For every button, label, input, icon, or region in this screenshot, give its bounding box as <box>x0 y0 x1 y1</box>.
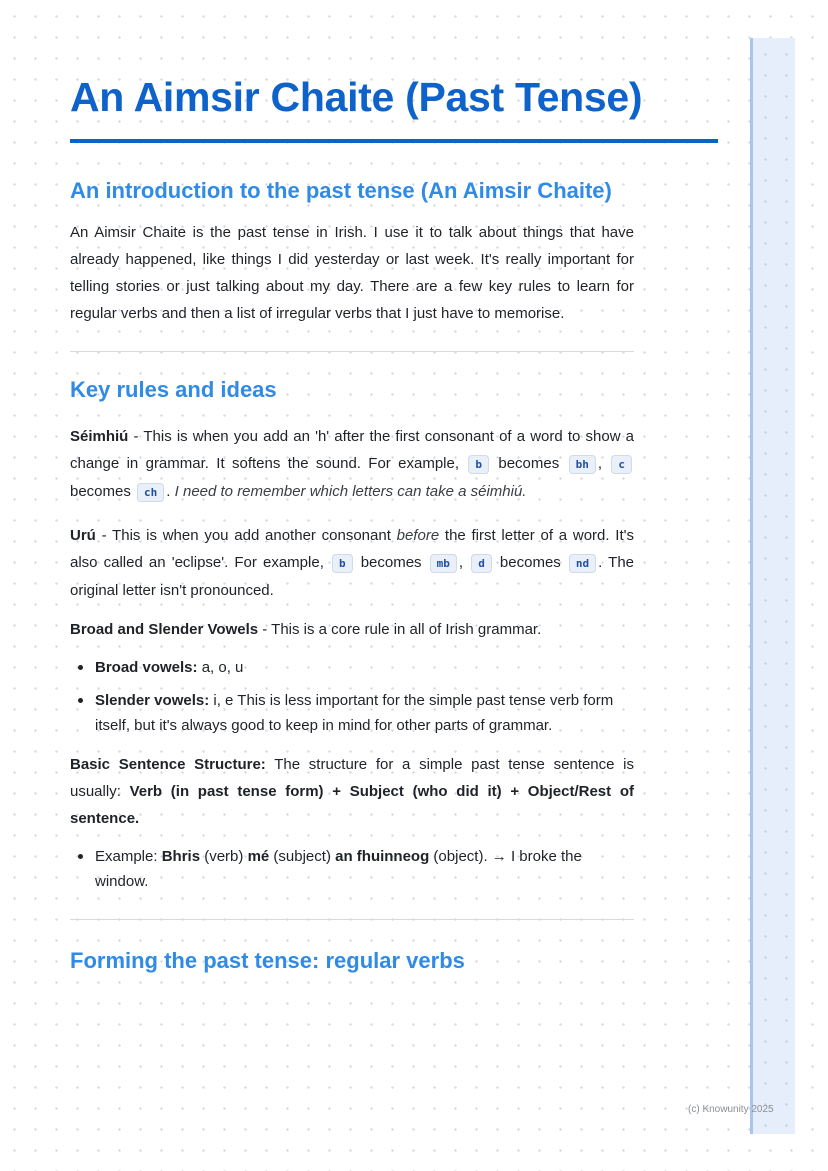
structure-text: The structure for a simple past tense sentence is usually: <box>70 756 635 800</box>
structure-formula: Verb (in past tense form) + Subject (who did it) + Object/Rest of sentence. <box>70 783 634 827</box>
vowels-list <box>70 655 634 738</box>
example-list <box>70 844 634 894</box>
uru-comma: , <box>458 554 470 571</box>
code-mb: mb <box>430 554 457 573</box>
code-d: d <box>471 554 492 573</box>
code-nd: nd <box>569 554 596 573</box>
structure-paragraph <box>70 751 634 832</box>
code-b-uru: b <box>332 554 353 573</box>
intro-heading: An introduction to the past tense (An Aimsir Chaite) <box>70 178 612 203</box>
code-ch: ch <box>137 483 164 502</box>
regular-verbs-heading: Forming the past tense: regular verbs <box>70 948 465 973</box>
list-item-slender <box>70 688 634 738</box>
vowels-term: Broad and Slender Vowels <box>70 621 259 638</box>
title-underline <box>70 139 718 143</box>
example-object-note: (object). → I broke the window. <box>95 848 582 890</box>
broad-label: Broad vowels: <box>95 659 198 676</box>
code-c: c <box>611 455 632 474</box>
code-bh: bh <box>569 455 596 474</box>
example-subject: mé <box>247 848 270 865</box>
list-item-example <box>70 844 634 894</box>
seimhiu-paragraph <box>70 423 634 506</box>
example-verb-note: (verb) <box>200 848 248 865</box>
section-divider-2 <box>70 919 634 920</box>
seimhiu-text: - This is when you add an 'h' after the first consonant of a word to show a change in grammar. It softens the sound. For example, <box>70 428 634 472</box>
section-divider <box>70 351 634 352</box>
example-subject-note: (subject) <box>269 848 336 865</box>
uru-term: Urú <box>70 527 96 544</box>
copyright-footer: (c) Knowunity 2025 <box>688 1104 774 1115</box>
page-title: An Aimsir Chaite (Past Tense) <box>70 74 643 120</box>
intro-paragraph: An Aimsir Chaite is the past tense in Irish. I use it to talk about things that have already happened, like things I did yesterday or last week. It's really important for telling stories or just talking about my day. There are a few key rules to learn for regular verbs and then a list of irregular verbs that I just have to memorise. <box>70 224 634 322</box>
broad-text: a, o, u <box>197 659 244 676</box>
seimhiu-becomes: becomes <box>491 455 567 472</box>
uru-becomes-2: becomes <box>493 554 567 571</box>
vowels-text: - This is a core rule in all of Irish grammar. <box>258 621 542 638</box>
example-verb: Bhris <box>161 848 201 865</box>
uru-text-1: - This is when you add another consonant <box>95 527 397 544</box>
example-object: an fhuinneog <box>335 848 430 865</box>
seimhiu-term: Séimhiú <box>70 428 129 445</box>
uru-text-3: . The original letter isn't pronounced. <box>70 554 635 599</box>
content <box>70 176 634 976</box>
slender-label: Slender vowels: <box>95 692 210 709</box>
vowels-paragraph <box>70 616 634 643</box>
uru-paragraph <box>70 522 634 604</box>
seimhiu-period: . <box>166 483 175 500</box>
seimhiu-comma: , <box>597 455 610 472</box>
example-label: Example: <box>95 848 162 865</box>
uru-before: before <box>396 527 440 544</box>
margin-strip <box>750 38 795 1134</box>
code-b: b <box>468 455 489 474</box>
list-item-broad <box>70 655 634 680</box>
structure-term: Basic Sentence Structure: <box>70 756 266 773</box>
uru-text-2: the first letter of a word. It's also called an 'eclipse'. For example, <box>70 527 634 571</box>
uru-becomes: becomes <box>354 554 428 571</box>
slender-text: i, e This is less important for the simple past tense verb form itself, but it's always good to keep in mind for other parts of grammar. <box>95 692 614 734</box>
key-rules-heading: Key rules and ideas <box>70 377 277 402</box>
seimhiu-note: I need to remember which letters can take a séimhiú. <box>174 483 527 500</box>
seimhiu-becomes-2: becomes <box>70 483 136 500</box>
